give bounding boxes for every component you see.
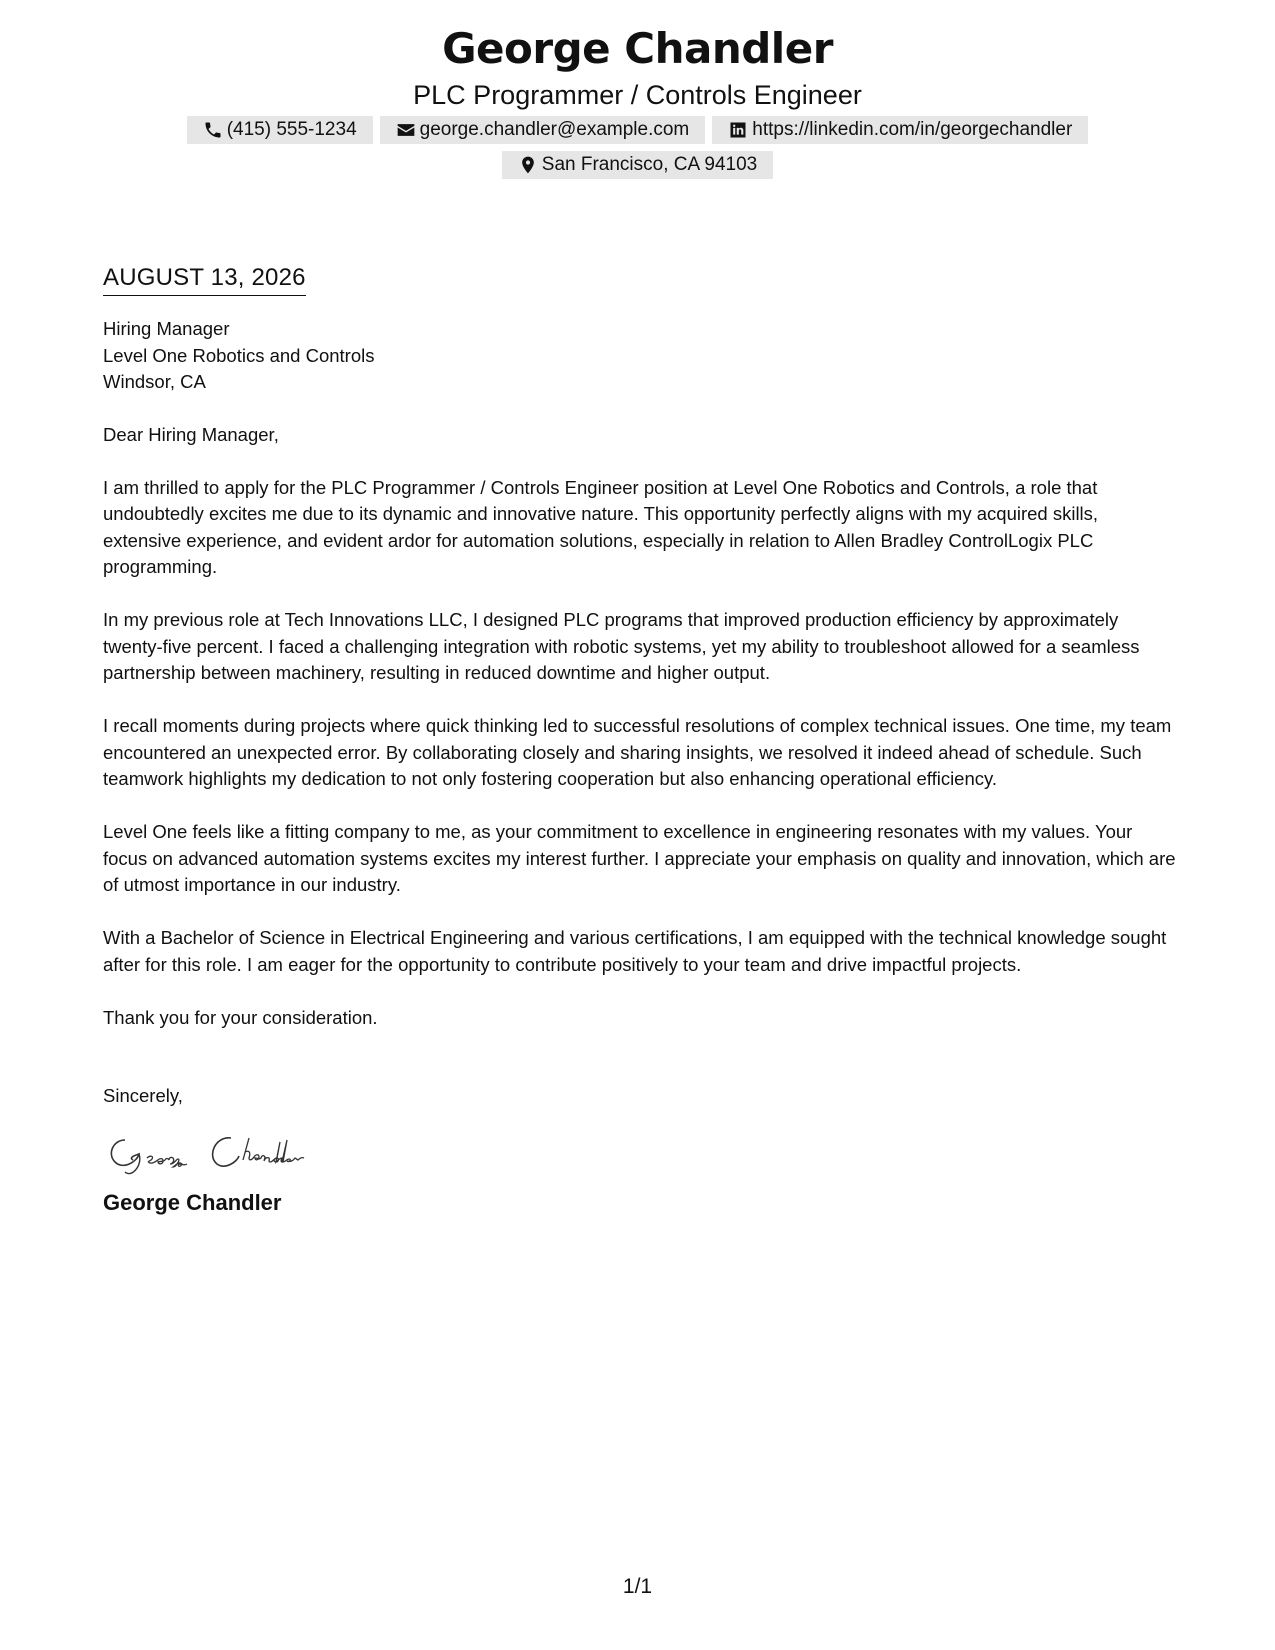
thank-you-line: Thank you for your consideration. [103,1006,378,1028]
location-text: San Francisco, CA 94103 [541,154,758,175]
body-paragraph: With a Bachelor of Science in Electrical Engineering and various certifications, I am equipped with the technical knowledge sought after for this role. I am eager for the opportunity to contribute positively to your team and drive impactful projects. [103,927,1167,975]
letter-body [103,262,1178,1216]
letter-header [0,20,1275,179]
envelope-icon [396,120,416,140]
body-paragraph: In my previous role at Tech Innovations LLC, I designed PLC programs that improved production efficiency by approximately twenty-five percent. I faced a challenging integration with robotic systems, yet my ability to troubleshoot allowed for a seamless partnership between machinery, resulting in reduced downtime and higher output. [103,609,1140,683]
phone-text: (415) 555-1234 [226,119,357,140]
sender-name: George Chandler [442,24,833,73]
letter-date: AUGUST 13, 2026 [103,262,306,296]
closing: Sincerely, [103,1085,183,1106]
page-number: 1/1 [622,1575,653,1598]
phone-icon [203,120,223,140]
recipient-location: Windsor, CA [103,371,206,392]
linkedin-icon [728,120,748,140]
recipient-block [103,316,1178,396]
sender-title: PLC Programmer / Controls Engineer [413,80,862,110]
contact-list [138,116,1138,179]
contact-phone[interactable] [187,116,373,144]
body-paragraph: I am thrilled to apply for the PLC Programmer / Controls Engineer position at Level One Robotics and Controls, a role that undoubtedly excites me due to its dynamic and innovative nature. This opportunity perfectly aligns with my acquired skills, extensive experience, and evident ardor for automation solutions, especially in relation to Allen Bradley ControlLogix PLC programming. [103,476,1099,577]
contact-location [502,151,773,179]
signature-image [103,1124,363,1180]
body-paragraph: I recall moments during projects where quick thinking led to successful resolutions of complex technical issues. One time, my team encountered an unexpected error. By collaborating closely and sharing insights, we resolved it indeed ahead of schedule. Such teamwork highlights my dedication to not only fostering cooperation but also enhancing operational efficiency. [103,715,1172,789]
signed-name: George Chandler [103,1189,282,1215]
contact-email[interactable] [380,116,706,144]
recipient-company: Level One Robotics and Controls [103,344,375,366]
recipient-name: Hiring Manager [103,318,230,339]
email-text: george.chandler@example.com [419,119,690,140]
contact-linkedin[interactable] [712,116,1088,144]
body-paragraph: Level One feels like a fitting company to me, as your commitment to excellence in engineering resonates with my values. Your focus on advanced automation systems excites my interest further. I appreciate your emphasis on quality and innovation, which are of utmost importance in our industry. [103,821,1176,895]
salutation: Dear Hiring Manager, [103,423,279,445]
map-marker-icon [518,155,538,175]
linkedin-text: https://linkedin.com/in/georgechandler [752,119,1073,140]
handwritten-signature [103,1124,1178,1180]
